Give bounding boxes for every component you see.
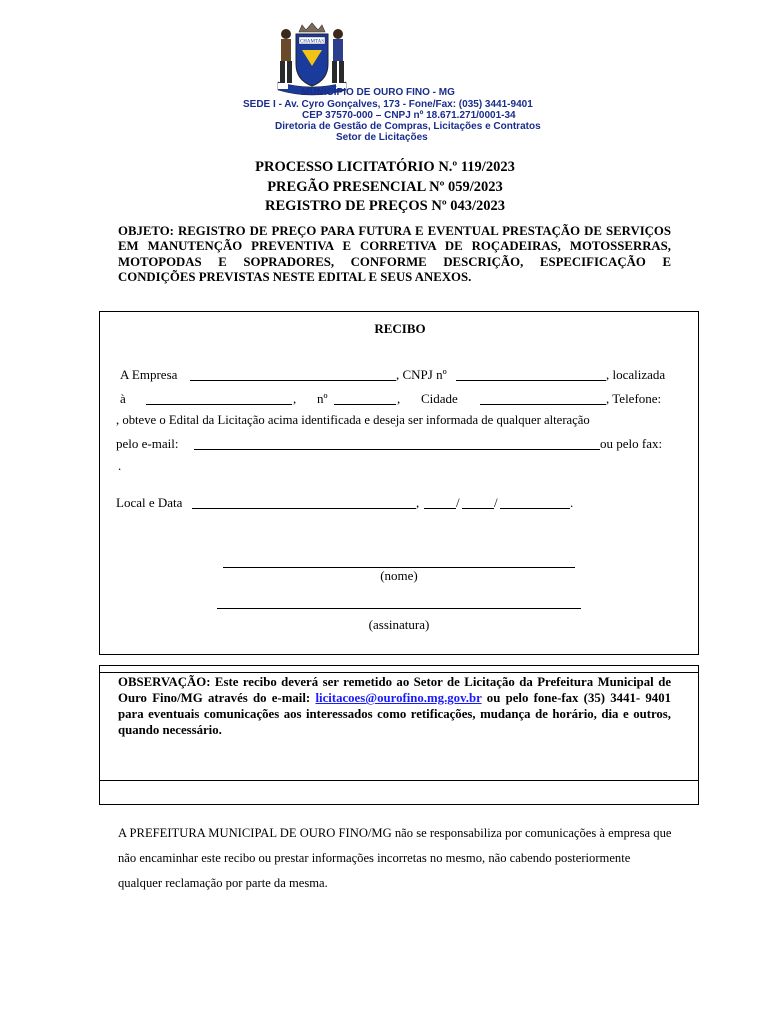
header-sede-address: SEDE I - Av. Cyro Gonçalves, 173 - Fone/Fax: (035) 3441-9401 xyxy=(243,99,533,110)
month-blank[interactable] xyxy=(462,498,494,509)
recibo-title: RECIBO xyxy=(374,321,426,336)
date-slash-1: / xyxy=(456,495,460,510)
numero-label: nº xyxy=(317,391,328,406)
header-diretoria: Diretoria de Gestão de Compras, Licitações e Contratos xyxy=(275,121,541,132)
day-blank[interactable] xyxy=(424,498,456,509)
year-blank[interactable] xyxy=(500,498,570,509)
dot-line: . xyxy=(118,458,122,473)
assinatura-signature-line[interactable] xyxy=(217,608,581,609)
date-slash-2: / xyxy=(494,495,498,510)
recibo-form xyxy=(99,311,699,655)
observacao-box xyxy=(99,665,699,805)
observacao-bottom-rule xyxy=(100,780,698,781)
email-blank[interactable] xyxy=(194,439,600,450)
address-blank[interactable] xyxy=(146,394,292,405)
email-label: pelo e-mail: xyxy=(116,436,179,451)
observacao-text-part1: Este recibo deverá ser remetido ao Setor de Licitação da Prefeitura Municipal de Ouro Fino/MG através do e-mail: xyxy=(118,675,671,705)
document-titles xyxy=(0,158,770,217)
header-setor: Setor de Licitações xyxy=(336,132,428,143)
local-comma: , xyxy=(416,495,420,510)
pregao-title: PREGÃO PRESENCIAL Nº 059/2023 xyxy=(267,178,503,195)
observacao-label: OBSERVAÇÃO: xyxy=(118,675,211,689)
processo-title: PROCESSO LICITATÓRIO N.º 119/2023 xyxy=(255,159,515,175)
observacao-top-rule xyxy=(100,672,698,673)
telefone-label: , Telefone: xyxy=(606,391,662,406)
address-comma: , xyxy=(293,391,297,406)
header-municipio: MUNICÍPIO DE OURO FINO - MG xyxy=(301,87,455,98)
crest-text: CHAMTAS xyxy=(299,39,325,45)
observacao-text xyxy=(118,674,671,738)
date-period: . xyxy=(570,495,574,510)
cnpj-label: , CNPJ nº xyxy=(396,367,447,382)
numero-blank[interactable] xyxy=(334,394,396,405)
observacao-text-part2: ou pelo fone-fax (35) 3441- 9401 para eventuais comunicações aos interessados como retificações, mudança de horário, dia e outros, quando necessário. xyxy=(118,691,671,737)
assinatura-label: (assinatura) xyxy=(368,617,430,632)
local-blank[interactable] xyxy=(192,498,416,509)
cnpj-blank[interactable] xyxy=(456,370,606,381)
objeto-paragraph: OBJETO: REGISTRO DE PREÇO PARA FUTURA E EVENTUAL PRESTAÇÃO DE SERVIÇOS EM MANUTENÇÃO PREVENTIVA E CORRETIVA DE ROÇADEIRAS, MOTOSSERRAS, MOTOPODAS E SOPRADORES, CONFORME DESCRIÇÃO, ESPECIFICAÇÃO E CONDIÇÕES PREVISTAS NESTE EDITAL E SEUS ANEXOS. xyxy=(118,224,671,285)
footer-disclaimer: A PREFEITURA MUNICIPAL DE OURO FINO/MG não se responsabiliza por comunicações à empresa que não encaminhar este recibo ou prestar informações incorretas no mesmo, não cabendo posteriormente qualquer reclamação por parte da mesma. xyxy=(118,826,672,890)
fax-label: ou pelo fax: xyxy=(600,436,663,451)
numero-comma: , xyxy=(397,391,401,406)
municipal-crest-logo xyxy=(272,20,352,96)
licitacoes-email-link[interactable]: licitacoes@ourofino.mg.gov.br xyxy=(315,691,482,705)
edital-statement: , obteve o Edital da Licitação acima identificada e deseja ser informada de qualquer alteração xyxy=(116,413,590,427)
localizada-label: , localizada xyxy=(606,367,666,382)
empresa-label: A Empresa xyxy=(120,367,178,382)
address-a-label: à xyxy=(120,391,126,406)
header-cep-cnpj: CEP 37570-000 – CNPJ nº 18.671.271/0001-34 xyxy=(302,110,516,121)
cidade-blank[interactable] xyxy=(480,394,606,405)
empresa-name-blank[interactable] xyxy=(190,370,396,381)
cidade-label: Cidade xyxy=(421,391,458,406)
local-data-label: Local e Data xyxy=(116,495,183,510)
nome-label: (nome) xyxy=(380,568,418,583)
registro-title: REGISTRO DE PREÇOS Nº 043/2023 xyxy=(264,198,506,214)
